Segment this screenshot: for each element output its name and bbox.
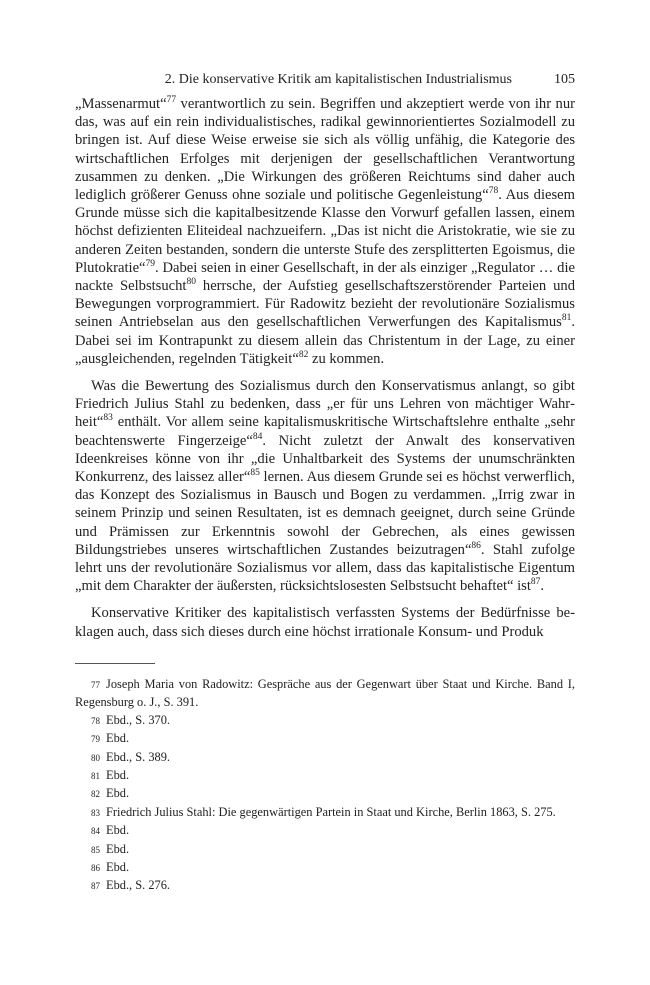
footnotes: [75, 676, 575, 896]
footnote-text: Ebd.: [106, 860, 130, 875]
footnote-reference: 79: [145, 258, 156, 269]
footnote-number: 87: [91, 881, 100, 892]
paragraph-text: herrsche, der Aufstieg gesellschaftszerstörender Parteien und Bewegungen vorprogrammiert. Für Radowitz bezieht der revolutionäre Sozialismus seinen Antriebselan aus den gesellschaftlichen Verwerfungen des Kapitalismus: [75, 278, 575, 331]
footnote-reference: 84: [252, 431, 263, 442]
footnote-reference: 77: [166, 95, 177, 105]
paragraph-text: .: [540, 578, 545, 595]
footnote-number: 83: [91, 807, 100, 818]
footnote: [75, 676, 575, 712]
footnote-number: 84: [91, 826, 100, 837]
footnote-reference: 85: [250, 468, 260, 479]
page-number: 105: [554, 72, 575, 87]
footnote-text: Friedrich Julius Stahl: Die gegenwärtigen Partein in Staat und Kirche, Berlin 1863, S. 275.: [106, 804, 556, 819]
footnote: [75, 785, 575, 803]
footnote-number: 78: [91, 715, 100, 726]
footnote: [75, 730, 575, 748]
paragraph-text: . Dabei sei im Kontrapunkt zu diesem allein das Christentum in der Lage, zu einer „ausgleichenden, regelnden Tätigkeit“: [75, 314, 575, 367]
body-paragraph: [75, 377, 575, 595]
footnote: [75, 712, 575, 730]
footnote-number: 81: [91, 771, 100, 782]
footnote: [75, 859, 575, 877]
footnote-reference: 82: [298, 349, 309, 360]
footnote-reference: 87: [530, 577, 541, 588]
footnote: [75, 804, 575, 822]
footnote: [75, 767, 575, 785]
paragraph-text: verantwortlich zu sein. Begriffen und akzeptiert werde von ihr nur das, was auf ein rein individualistisches, radikal gewinnorientiertes Sozialmodell zu bringen ist. Auf diese Weise erweise sie sich als völlig unfähig, die Kategorie des wirtschaftlichen Erfolges mit derjenigen der gesellschaftlichen Verantwortung zusammen zu denken. „Die Wirkungen des größeren Reichtums sind daher auch lediglich größerer Genuss ohne soziale und politische Gegenleistung“: [75, 96, 575, 204]
footnote-number: 86: [91, 863, 100, 874]
footnote-reference: 86: [471, 540, 481, 551]
footnote-number: 77: [91, 680, 100, 690]
footnote-reference: 83: [103, 413, 113, 424]
footnote-number: 85: [91, 844, 100, 855]
body-paragraph: [75, 95, 575, 368]
footnote-reference: 81: [561, 313, 572, 324]
footnote-separator: [75, 663, 155, 664]
paragraph-text: . Aus diesem Grunde müsse sich die kapitalbesitzende Klasse den Vorwurf gefallen lassen, einem höchst defizienten Eliteideal nachzueifern. „Das ist nicht die Aristokratie, wie sie zu anderen Zeiten bestanden, sondern die unterste Stufe des zersplitterten Egoismus, die Plutokratie“: [75, 187, 576, 276]
paragraph-text: enthält. Vor allem seine kapitalismuskritische Wirtschaftslehre enthalte „sehr beachtenswerte Fingerzeige“: [75, 414, 575, 449]
footnote-text: Ebd.: [106, 768, 130, 783]
running-header: [0, 70, 650, 90]
paragraph-text: . Nicht zuletzt der Anwalt des konservativen Ideenkreises könne von ihr „die Unhaltbarkeit des Systems der unumschränkten Konkurrenz, des laissez aller“: [75, 432, 575, 486]
footnote-text: Joseph Maria von Radowitz: Gespräche aus der Gegenwart über Staat und Kirche. Band I, Regensburg o. J., S. 391.: [75, 677, 575, 710]
paragraph-text: Was die Bewertung des Sozialismus durch den Konservatismus anlangt, so gibt Friedrich Julius Stahl zu bedenken, dass „er für uns Lehren von mächtiger Wahrheit“: [75, 378, 575, 431]
footnote-text: Ebd.: [106, 731, 130, 746]
paragraph-text: . Dabei seien in einer Gesellschaft, in der als einziger „Regulator … die nackte Selbstsucht: [75, 259, 575, 295]
body-paragraph: [75, 604, 575, 640]
footnote-text: Ebd., S. 389.: [106, 749, 171, 764]
footnote-text: Ebd.: [106, 823, 130, 838]
footnote-text: Ebd., S. 370.: [106, 712, 171, 727]
paragraph-text: Konservative Kritiker des kapitalistisch verfassten Systems der Bedürfnisse beklagen auch, dass sich dieses durch eine höchst irrationale Konsum- und Produk: [75, 605, 575, 640]
footnote-text: Ebd.: [106, 841, 130, 856]
footnote: [75, 877, 575, 895]
paragraph-text: „Massenarmut“: [75, 96, 167, 112]
running-header-title: 2. Die konservative Kritik am kapitalistischen Industrialismus: [164, 72, 512, 87]
footnote-text: Ebd.: [106, 786, 130, 801]
footnote-reference: 78: [488, 186, 499, 197]
footnote-text: Ebd., S. 276.: [106, 878, 171, 893]
footnote-number: 82: [91, 789, 100, 800]
footnote: [75, 841, 575, 859]
paragraph-text: zu kommen.: [308, 350, 385, 367]
body-text: [75, 95, 575, 641]
footnote-number: 79: [91, 734, 100, 745]
footnote: [75, 749, 575, 767]
footnote-reference: 80: [186, 277, 196, 288]
paragraph-text: lernen. Aus diesem Grunde sei es höchst verwerflich, das Konzept des Sozialismus in Bausch und Bogen zu verdammen. „Irrig zwar in seinem Prinzip und seinen Resultaten, ist es demnach geeignet, durch seine Gründe und Prämissen zur Erkenntnis sowohl der Gebrechen, als eines gewissen Bildungstriebes unseres wirtschaftlichen Zustandes beizutragen“: [75, 469, 575, 558]
footnote-number: 80: [91, 752, 100, 763]
paragraph-text: . Stahl zufolge lehrt uns der revolutionäre Sozialismus vor allem, dass das kapitalistische Eigentum „mit dem Charakter der äußersten, rücksichtslosesten Selbstsucht behaftet“ ist: [75, 541, 575, 595]
footnote: [75, 822, 575, 840]
